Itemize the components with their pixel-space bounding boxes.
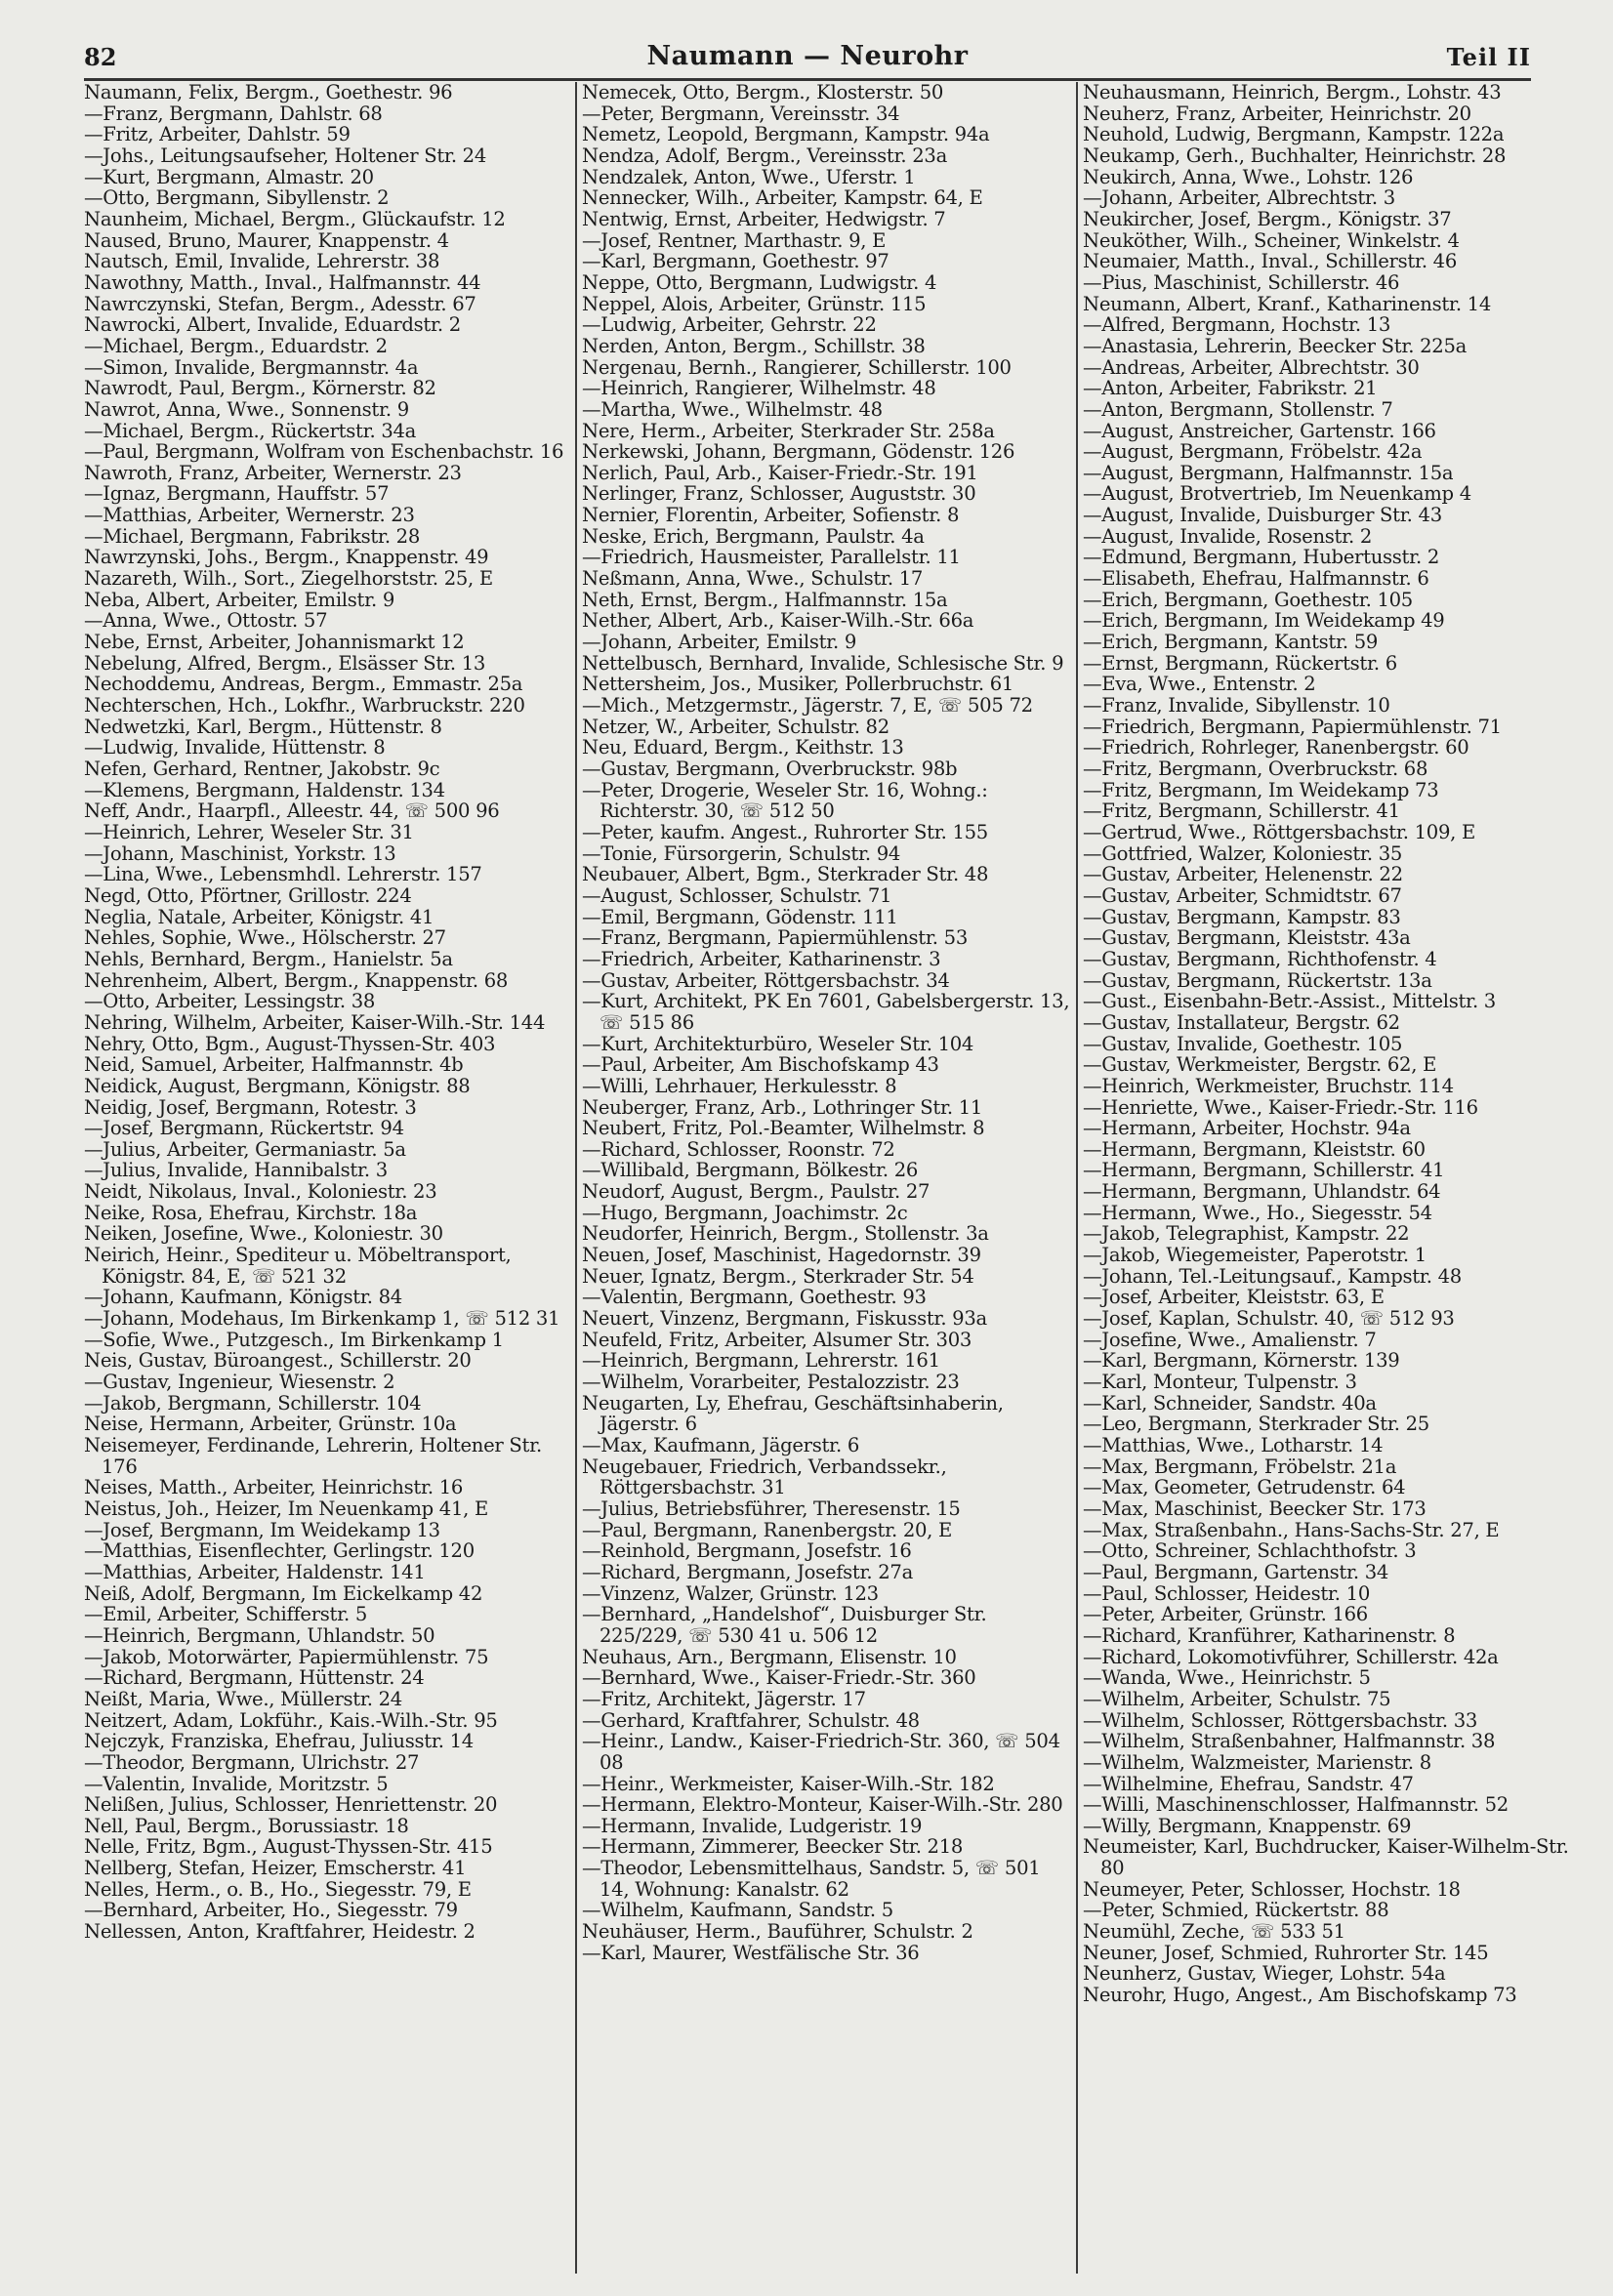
directory-entry: —Johann, Modehaus, Im Birkenkamp 1, ☏ 512 31: [84, 1307, 560, 1331]
directory-entry: —Hermann, Arbeiter, Hochstr. 94a: [1083, 1117, 1411, 1140]
directory-entry: Neike, Rosa, Ehefrau, Kirchstr. 18a: [84, 1201, 418, 1224]
directory-entry: Nerkewski, Johann, Bergmann, Gödenstr. 126: [582, 440, 1015, 464]
directory-entry: —Simon, Invalide, Bergmannstr. 4a: [84, 355, 419, 379]
directory-entry: —Max, Kaufmann, Jägerstr. 6: [582, 1434, 859, 1456]
directory-entry: —Heinrich, Lehrer, Weseler Str. 31: [84, 820, 414, 843]
column-1: [84, 82, 572, 2274]
directory-entry: Nehls, Bernhard, Bergm., Hanielstr. 5a: [84, 947, 453, 970]
directory-entry: —Hermann, Zimmerer, Beecker Str. 218: [582, 1835, 964, 1859]
directory-entry: Neukamp, Gerh., Buchhalter, Heinrichstr. 28: [1083, 144, 1507, 167]
directory-entry: Nefen, Gerhard, Rentner, Jakobstr. 9c: [84, 758, 440, 780]
directory-entry: —Max, Straßenbahn., Hans-Sachs-Str. 27, E: [1083, 1518, 1500, 1541]
directory-entry: —Josef, Rentner, Marthastr. 9, E: [582, 228, 887, 252]
directory-entry: —Heinrich, Werkmeister, Bruchstr. 114: [1083, 1074, 1454, 1097]
directory-entry: —Martha, Wwe., Wilhelmstr. 48: [582, 397, 883, 421]
directory-entry: —Johann, Arbeiter, Emilstr. 9: [582, 631, 857, 654]
directory-entry: Neuer, Ignatz, Bergm., Sterkrader Str. 54: [582, 1264, 974, 1288]
directory-entry: Neidick, August, Bergmann, Königstr. 88: [84, 1074, 471, 1097]
directory-entry: —Eva, Wwe., Entenstr. 2: [1083, 673, 1316, 696]
directory-entry: —Anton, Bergmann, Stollenstr. 7: [1083, 397, 1393, 421]
directory-entry: Neuner, Josef, Schmied, Ruhrorter Str. 145: [1083, 1941, 1489, 1964]
directory-entry: Nendza, Adolf, Bergm., Vereinsstr. 23a: [582, 144, 947, 167]
directory-entry: Neugebauer, Friedrich, Verbandssekr., Röttgersbachstr. 31: [582, 1455, 953, 1499]
directory-entry: Nawrzynski, Johs., Bergm., Knappenstr. 49: [84, 546, 489, 569]
directory-entry: Nawroth, Franz, Arbeiter, Wernerstr. 23: [84, 461, 462, 484]
directory-entry: Nerlich, Paul, Arb., Kaiser-Friedr.-Str. 191: [582, 461, 978, 484]
directory-entry: Nernier, Florentin, Arbeiter, Sofienstr. 8: [582, 504, 960, 527]
directory-entry: —Gust., Eisenbahn-Betr.-Assist., Mittelstr. 3: [1083, 990, 1496, 1013]
directory-entry: —Heinrich, Bergmann, Lehrerstr. 161: [582, 1349, 940, 1373]
directory-entry: —Heinr., Landw., Kaiser-Friedrich-Str. 360, ☏ 504 08: [582, 1730, 1066, 1774]
directory-entry: —August, Bergmann, Fröbelstr. 42a: [1083, 440, 1423, 464]
directory-entry: Neppel, Alois, Arbeiter, Grünstr. 115: [582, 292, 927, 315]
directory-entry: —Paul, Bergmann, Wolfram von Eschenbachstr. 16: [84, 440, 564, 464]
directory-entry: —Fritz, Bergmann, Overbruckstr. 68: [1083, 758, 1428, 780]
directory-entry: —Willibald, Bergmann, Bölkestr. 26: [582, 1159, 919, 1182]
directory-entry: —Hermann, Bergmann, Kleiststr. 60: [1083, 1137, 1426, 1161]
directory-entry: —Gustav, Arbeiter, Röttgersbachstr. 34: [582, 968, 950, 992]
directory-entry: Neuhold, Ludwig, Bergmann, Kampstr. 122a: [1083, 123, 1505, 146]
directory-entry: —Anton, Arbeiter, Fabrikstr. 21: [1083, 377, 1378, 400]
directory-entry: —Jakob, Telegraphist, Kampstr. 22: [1083, 1222, 1410, 1246]
directory-entry: —Ignaz, Bergmann, Hauffstr. 57: [84, 482, 390, 506]
directory-entry: —Bernhard, „Handelshof“, Duisburger Str. 225/229, ☏ 530 41 u. 506 12: [582, 1603, 993, 1647]
directory-entry: —Wilhelm, Walzmeister, Marienstr. 8: [1083, 1750, 1431, 1774]
directory-entry: —Richard, Lokomotivführer, Schillerstr. 42a: [1083, 1645, 1499, 1668]
directory-entry: —Hermann, Invalide, Ludgeristr. 19: [582, 1814, 923, 1837]
directory-entry: Neurohr, Hugo, Angest., Am Bischofskamp 73: [1083, 1984, 1517, 2007]
directory-entry: Nedwetzki, Karl, Bergm., Hüttenstr. 8: [84, 715, 442, 738]
directory-entry: —Richard, Schlosser, Roonstr. 72: [582, 1137, 895, 1161]
directory-entry: —Kurt, Bergmann, Almastr. 20: [84, 165, 374, 188]
directory-entry: —Karl, Monteur, Tulpenstr. 3: [1083, 1371, 1357, 1394]
directory-entry: Neukircher, Josef, Bergm., Königstr. 37: [1083, 207, 1452, 230]
directory-entry: —Gustav, Bergmann, Richthofenstr. 4: [1083, 947, 1437, 970]
directory-entry: —Karl, Bergmann, Körnerstr. 139: [1083, 1349, 1400, 1373]
directory-entry: Neumühl, Zeche, ☏ 533 51: [1083, 1920, 1345, 1944]
directory-entry: Nendzalek, Anton, Wwe., Uferstr. 1: [582, 165, 916, 188]
directory-entry: Neff, Andr., Haarpfl., Alleestr. 44, ☏ 500 96: [84, 800, 500, 823]
directory-entry: —Karl, Schneider, Sandstr. 40a: [1083, 1391, 1377, 1414]
directory-entry: —Peter, kaufm. Angest., Ruhrorter Str. 155: [582, 820, 988, 843]
directory-entry: —Gustav, Arbeiter, Helenenstr. 22: [1083, 863, 1403, 886]
directory-entry: —Gertrud, Wwe., Röttgersbachstr. 109, E: [1083, 820, 1475, 843]
directory-entry: —Wanda, Wwe., Heinrichstr. 5: [1083, 1666, 1371, 1690]
directory-entry: —Wilhelm, Kaufmann, Sandstr. 5: [582, 1899, 893, 1922]
directory-entry: Neise, Hermann, Arbeiter, Grünstr. 10a: [84, 1413, 457, 1436]
directory-entry: Nehring, Wilhelm, Arbeiter, Kaiser-Wilh.-Str. 144: [84, 1010, 546, 1034]
directory-entry: Neunherz, Gustav, Wieger, Lohstr. 54a: [1083, 1962, 1446, 1986]
directory-entry: —Johann, Arbeiter, Albrechtstr. 3: [1083, 186, 1395, 210]
directory-entry: —Franz, Invalide, Sibyllenstr. 10: [1083, 694, 1390, 718]
directory-entry: —August, Brotvertrieb, Im Neuenkamp 4: [1083, 482, 1471, 506]
directory-entry: —Friedrich, Arbeiter, Katharinenstr. 3: [582, 947, 941, 970]
directory-entry: Neba, Albert, Arbeiter, Emilstr. 9: [84, 588, 395, 611]
column-rule: [575, 82, 577, 2274]
directory-entry: Neidt, Nikolaus, Inval., Koloniestr. 23: [84, 1180, 437, 1204]
directory-entry: —Paul, Bergmann, Gartenstr. 34: [1083, 1560, 1389, 1583]
directory-entry: Nennecker, Wilh., Arbeiter, Kampstr. 64, E: [582, 186, 983, 210]
directory-entry: —Franz, Bergmann, Papiermühlenstr. 53: [582, 926, 968, 950]
directory-entry: —Fritz, Architekt, Jägerstr. 17: [582, 1687, 866, 1710]
directory-entry: —Erich, Bergmann, Im Weidekamp 49: [1083, 609, 1445, 633]
directory-entry: —Vinzenz, Walzer, Grünstr. 123: [582, 1581, 879, 1605]
directory-entry: —Tonie, Fürsorgerin, Schulstr. 94: [582, 841, 901, 865]
directory-entry: Neidig, Josef, Bergmann, Rotestr. 3: [84, 1095, 417, 1119]
directory-entry: Naused, Bruno, Maurer, Knappenstr. 4: [84, 228, 449, 252]
directory-entry: —Hermann, Bergmann, Schillerstr. 41: [1083, 1159, 1445, 1182]
directory-entry: —Otto, Bergmann, Sibyllenstr. 2: [84, 186, 390, 210]
directory-entry: —Matthias, Wwe., Lotharstr. 14: [1083, 1434, 1384, 1456]
directory-entry: —Gustav, Bergmann, Rückertstr. 13a: [1083, 968, 1432, 992]
directory-entry: —Matthias, Arbeiter, Wernerstr. 23: [84, 504, 415, 527]
directory-entry: Neistus, Joh., Heizer, Im Neuenkamp 41, E: [84, 1496, 488, 1520]
directory-entry: —Wilhelm, Schlosser, Röttgersbachstr. 33: [1083, 1708, 1478, 1732]
directory-entry: —Paul, Bergmann, Ranenbergstr. 20, E: [582, 1518, 953, 1541]
directory-entry: —Karl, Bergmann, Goethestr. 97: [582, 250, 889, 273]
directory-entry: —Ludwig, Arbeiter, Gehrstr. 22: [582, 313, 877, 337]
directory-entry: —Otto, Schreiner, Schlachthofstr. 3: [1083, 1539, 1417, 1563]
directory-entry: —Ludwig, Invalide, Hüttenstr. 8: [84, 736, 386, 759]
directory-entry: —Hermann, Wwe., Ho., Siegesstr. 54: [1083, 1201, 1432, 1224]
column-rule: [1076, 82, 1078, 2274]
directory-entry: —Fritz, Arbeiter, Dahlstr. 59: [84, 123, 351, 146]
directory-entry: —Henriette, Wwe., Kaiser-Friedr.-Str. 116: [1083, 1095, 1478, 1119]
directory-entry: Neudorf, August, Bergm., Paulstr. 27: [582, 1180, 931, 1204]
directory-entry: Nerlinger, Franz, Schlosser, Auguststr. 30: [582, 482, 976, 506]
directory-entry: Nehles, Sophie, Wwe., Hölscherstr. 27: [84, 926, 446, 950]
directory-entry: —Mich., Metzgermstr., Jägerstr. 7, E, ☏ 505 72: [582, 694, 1033, 718]
directory-entry: Neufeld, Fritz, Arbeiter, Alsumer Str. 303: [582, 1328, 972, 1351]
directory-entry: —Julius, Invalide, Hannibalstr. 3: [84, 1159, 388, 1182]
directory-entry: Nettelbusch, Bernhard, Invalide, Schlesische Str. 9: [582, 651, 1064, 675]
directory-entry: —Emil, Arbeiter, Schifferstr. 5: [84, 1603, 368, 1626]
directory-entry: —Erich, Bergmann, Kantstr. 59: [1083, 631, 1379, 654]
directory-entry: —Johann, Tel.-Leitungsauf., Kampstr. 48: [1083, 1264, 1462, 1288]
directory-entry: Neirich, Heinr., Spediteur u. Möbeltransport, Königstr. 84, E, ☏ 521 32: [84, 1244, 517, 1288]
directory-entry: Neuhäuser, Herm., Bauführer, Schulstr. 2: [582, 1920, 973, 1944]
directory-entry: Neuhaus, Arn., Bergmann, Elisenstr. 10: [582, 1645, 957, 1668]
directory-entry: —Jakob, Motorwärter, Papiermühlenstr. 75: [84, 1645, 489, 1668]
directory-columns: [84, 81, 1575, 2274]
directory-entry: —Kurt, Architekt, PK En 7601, Gabelsbergerstr. 13, ☏ 515 86: [582, 990, 1076, 1034]
directory-entry: —Kurt, Architekturbüro, Weseler Str. 104: [582, 1032, 974, 1055]
directory-entry: —Josef, Bergmann, Im Weidekamp 13: [84, 1518, 440, 1541]
directory-entry: Neumeister, Karl, Buchdrucker, Kaiser-Wilhelm-Str. 80: [1083, 1835, 1575, 1880]
directory-entry: Nelles, Herm., o. B., Ho., Siegesstr. 79, E: [84, 1877, 472, 1901]
directory-entry: —Ernst, Bergmann, Rückertstr. 6: [1083, 651, 1397, 675]
directory-entry: Nawrczynski, Stefan, Bergm., Adesstr. 67: [84, 292, 476, 315]
directory-entry: —Julius, Arbeiter, Germaniastr. 5a: [84, 1137, 406, 1161]
directory-entry: —Johann, Kaufmann, Königstr. 84: [84, 1286, 402, 1309]
directory-entry: Neis, Gustav, Büroangest., Schillerstr. 20: [84, 1349, 472, 1373]
directory-entry: Nechoddemu, Andreas, Bergm., Emmastr. 25a: [84, 673, 523, 696]
directory-entry: Nerden, Anton, Bergm., Schillstr. 38: [582, 334, 926, 357]
directory-entry: —Johs., Leitungsaufseher, Holtener Str. 24: [84, 144, 487, 167]
directory-entry: —Gustav, Bergmann, Overbruckstr. 98b: [582, 758, 958, 780]
directory-entry: —Michael, Bergm., Rückertstr. 34a: [84, 419, 417, 442]
directory-entry: Neppe, Otto, Bergmann, Ludwigstr. 4: [582, 270, 937, 294]
directory-entry: Nemetz, Leopold, Bergmann, Kampstr. 94a: [582, 123, 990, 146]
directory-entry: —Emil, Bergmann, Gödenstr. 111: [582, 905, 898, 928]
directory-entry: Neuhausmann, Heinrich, Bergm., Lohstr. 43: [1083, 81, 1502, 103]
directory-entry: Neubauer, Albert, Bgm., Sterkrader Str. 48: [582, 863, 989, 886]
directory-entry: Neisemeyer, Ferdinande, Lehrerin, Holtener Str. 176: [84, 1434, 548, 1478]
directory-entry: —Karl, Maurer, Westfälische Str. 36: [582, 1941, 920, 1964]
directory-entry: —Matthias, Arbeiter, Haldenstr. 141: [84, 1560, 426, 1583]
running-title: Naumann — Neurohr: [646, 41, 969, 71]
directory-entry: —August, Schlosser, Schulstr. 71: [582, 883, 892, 907]
directory-entry: Nentwig, Ernst, Arbeiter, Hedwigstr. 7: [582, 207, 946, 230]
directory-entry: Nehry, Otto, Bgm., August-Thyssen-Str. 403: [84, 1032, 496, 1055]
directory-entry: Nelißen, Julius, Schlosser, Henriettenstr. 20: [84, 1793, 498, 1817]
directory-entry: —Sofie, Wwe., Putzgesch., Im Birkenkamp 1: [84, 1328, 504, 1351]
directory-entry: —Richard, Kranführer, Katharinenstr. 8: [1083, 1623, 1456, 1647]
directory-entry: Nebe, Ernst, Arbeiter, Johannismarkt 12: [84, 631, 465, 654]
directory-entry: —Max, Bergmann, Fröbelstr. 21a: [1083, 1455, 1397, 1478]
directory-entry: —Willi, Maschinenschlosser, Halfmannstr. 52: [1083, 1793, 1509, 1817]
directory-entry: —Theodor, Bergmann, Ulrichstr. 27: [84, 1750, 420, 1774]
directory-entry: —Lina, Wwe., Lebensmhdl. Lehrerstr. 157: [84, 863, 482, 886]
directory-entry: Neuköther, Wilh., Scheiner, Winkelstr. 4: [1083, 228, 1460, 252]
directory-entry: —Franz, Bergmann, Dahlstr. 68: [84, 102, 383, 125]
directory-entry: —Edmund, Bergmann, Hubertusstr. 2: [1083, 546, 1440, 569]
directory-entry: Nergenau, Bernh., Rangierer, Schillerstr. 100: [582, 355, 1012, 379]
directory-entry: Neumann, Albert, Kranf., Katharinenstr. 14: [1083, 292, 1492, 315]
directory-entry: —Gustav, Installateur, Bergstr. 62: [1083, 1010, 1400, 1034]
directory-entry: Nelle, Fritz, Bgm., August-Thyssen-Str. 415: [84, 1835, 493, 1859]
directory-entry: —Josef, Kaplan, Schulstr. 40, ☏ 512 93: [1083, 1307, 1455, 1331]
directory-entry: Nawrocki, Albert, Invalide, Eduardstr. 2: [84, 313, 461, 337]
directory-entry: —Gustav, Werkmeister, Bergstr. 62, E: [1083, 1053, 1437, 1077]
directory-entry: —Klemens, Bergmann, Haldenstr. 134: [84, 778, 445, 801]
directory-entry: Nawrot, Anna, Wwe., Sonnenstr. 9: [84, 397, 409, 421]
directory-entry: —Michael, Bergmann, Fabrikstr. 28: [84, 524, 421, 548]
directory-entry: —Jakob, Bergmann, Schillerstr. 104: [84, 1391, 422, 1414]
directory-entry: Naunheim, Michael, Bergm., Glückaufstr. 12: [84, 207, 506, 230]
directory-entry: —Willy, Bergmann, Knappenstr. 69: [1083, 1814, 1412, 1837]
directory-entry: Nawothny, Matth., Inval., Halfmannstr. 44: [84, 270, 481, 294]
directory-entry: —Paul, Arbeiter, Am Bischofskamp 43: [582, 1053, 939, 1077]
directory-entry: Negd, Otto, Pförtner, Grillostr. 224: [84, 883, 412, 907]
directory-entry: Nautsch, Emil, Invalide, Lehrerstr. 38: [84, 250, 440, 273]
directory-entry: —Reinhold, Bergmann, Josefstr. 16: [582, 1539, 912, 1563]
directory-entry: —Hugo, Bergmann, Joachimstr. 2c: [582, 1201, 908, 1224]
column-3: [1083, 81, 1575, 2274]
directory-entry: Neukirch, Anna, Wwe., Lohstr. 126: [1083, 165, 1414, 188]
directory-entry: Neiken, Josefine, Wwe., Koloniestr. 30: [84, 1222, 443, 1246]
directory-entry: —Gustav, Bergmann, Kampstr. 83: [1083, 905, 1401, 928]
directory-entry: Neth, Ernst, Bergm., Halfmannstr. 15a: [582, 588, 948, 611]
directory-entry: —Matthias, Eisenflechter, Gerlingstr. 120: [84, 1539, 475, 1563]
directory-entry: Nechterschen, Hch., Lokfhr., Warbruckstr. 220: [84, 694, 525, 718]
directory-entry: —Alfred, Bergmann, Hochstr. 13: [1083, 313, 1391, 337]
directory-entry: —Andreas, Arbeiter, Albrechtstr. 30: [1083, 355, 1420, 379]
directory-entry: —Leo, Bergmann, Sterkrader Str. 25: [1083, 1413, 1429, 1436]
directory-entry: Neid, Samuel, Arbeiter, Halfmannstr. 4b: [84, 1053, 464, 1077]
directory-entry: —Michael, Bergm., Eduardstr. 2: [84, 334, 388, 357]
directory-entry: —Gustav, Arbeiter, Schmidtstr. 67: [1083, 883, 1402, 907]
directory-entry: —Richard, Bergmann, Hüttenstr. 24: [84, 1666, 425, 1690]
directory-entry: —Peter, Arbeiter, Grünstr. 166: [1083, 1603, 1368, 1626]
directory-entry: —Josef, Bergmann, Rückertstr. 94: [84, 1117, 404, 1140]
directory-entry: —Josef, Arbeiter, Kleiststr. 63, E: [1083, 1286, 1385, 1309]
directory-entry: —Max, Geometer, Getrudenstr. 64: [1083, 1476, 1406, 1499]
directory-entry: —Paul, Schlosser, Heidestr. 10: [1083, 1581, 1370, 1605]
directory-entry: Nere, Herm., Arbeiter, Sterkrader Str. 258a: [582, 419, 995, 442]
directory-entry: Neuherz, Franz, Arbeiter, Heinrichstr. 20: [1083, 102, 1471, 125]
directory-entry: —Gerhard, Kraftfahrer, Schulstr. 48: [582, 1708, 920, 1732]
directory-entry: —Josefine, Wwe., Amalienstr. 7: [1083, 1328, 1377, 1351]
directory-entry: Neudorfer, Heinrich, Bergm., Stollenstr. 3a: [582, 1222, 989, 1246]
directory-entry: —Heinr., Werkmeister, Kaiser-Wilh.-Str. 182: [582, 1772, 995, 1795]
directory-entry: —Gustav, Ingenieur, Wiesenstr. 2: [84, 1371, 395, 1394]
directory-entry: —Peter, Bergmann, Vereinsstr. 34: [582, 102, 900, 125]
directory-entry: Neuen, Josef, Maschinist, Hagedornstr. 39: [582, 1244, 981, 1267]
directory-entry: —Erich, Bergmann, Goethestr. 105: [1083, 588, 1413, 611]
part-label: Teil II: [1446, 43, 1531, 71]
directory-entry: —Otto, Arbeiter, Lessingstr. 38: [84, 990, 376, 1013]
page-number: 82: [84, 43, 117, 71]
directory-entry: —Bernhard, Wwe., Kaiser-Friedr.-Str. 360: [582, 1666, 976, 1690]
directory-entry: —Julius, Betriebsführer, Theresenstr. 15: [582, 1496, 961, 1520]
directory-entry: —Richard, Bergmann, Josefstr. 27a: [582, 1560, 913, 1583]
directory-entry: Neßmann, Anna, Wwe., Schulstr. 17: [582, 567, 924, 591]
directory-entry: Nazareth, Wilh., Sort., Ziegelhorststr. 25, E: [84, 567, 493, 591]
directory-entry: —Wilhelmine, Ehefrau, Sandstr. 47: [1083, 1772, 1414, 1795]
directory-entry: —Gustav, Bergmann, Kleiststr. 43a: [1083, 926, 1411, 950]
directory-entry: —Wilhelm, Vorarbeiter, Pestalozzistr. 23: [582, 1371, 960, 1394]
directory-entry: Neumaier, Matth., Inval., Schillerstr. 46: [1083, 250, 1458, 273]
directory-entry: Netzer, W., Arbeiter, Schulstr. 82: [582, 715, 889, 738]
directory-entry: Neuert, Vinzenz, Bergmann, Fiskusstr. 93a: [582, 1307, 987, 1331]
directory-entry: Nejczyk, Franziska, Ehefrau, Juliusstr. 14: [84, 1730, 474, 1753]
directory-entry: Nettersheim, Jos., Musiker, Pollerbruchstr. 61: [582, 673, 1014, 696]
directory-entry: —Fritz, Bergmann, Schillerstr. 41: [1083, 800, 1400, 823]
directory-entry: —Fritz, Bergmann, Im Weidekamp 73: [1083, 778, 1439, 801]
directory-entry: —Valentin, Invalide, Moritzstr. 5: [84, 1772, 389, 1795]
directory-entry: Neu, Eduard, Bergm., Keithstr. 13: [582, 736, 904, 759]
directory-entry: —Johann, Maschinist, Yorkstr. 13: [84, 841, 396, 865]
directory-entry: —Friedrich, Hausmeister, Parallelstr. 11: [582, 546, 961, 569]
directory-entry: Neuberger, Franz, Arb., Lothringer Str. 11: [582, 1095, 983, 1119]
directory-entry: —Gottfried, Walzer, Koloniestr. 35: [1083, 841, 1403, 865]
directory-entry: Nebelung, Alfred, Bergm., Elsässer Str. 13: [84, 651, 486, 675]
directory-entry: —Willi, Lehrhauer, Herkulesstr. 8: [582, 1074, 897, 1097]
directory-entry: Nehrenheim, Albert, Bergm., Knappenstr. 68: [84, 968, 509, 992]
directory-entry: —Friedrich, Bergmann, Papiermühlenstr. 71: [1083, 715, 1502, 738]
directory-entry: Neubert, Fritz, Pol.-Beamter, Wilhelmstr. 8: [582, 1117, 985, 1140]
directory-entry: —Peter, Drogerie, Weseler Str. 16, Wohng.: Richterstr. 30, ☏ 512 50: [582, 778, 994, 823]
directory-entry: —Wilhelm, Arbeiter, Schulstr. 75: [1083, 1687, 1391, 1710]
directory-entry: —Wilhelm, Straßenbahner, Halfmannstr. 38: [1083, 1730, 1496, 1753]
directory-entry: —Anna, Wwe., Ottostr. 57: [84, 609, 328, 633]
directory-entry: Nether, Albert, Arb., Kaiser-Wilh.-Str. 66a: [582, 609, 974, 633]
directory-entry: —Theodor, Lebensmittelhaus, Sandstr. 5, ☏ 501 14, Wohnung: Kanalstr. 62: [582, 1857, 1047, 1901]
directory-entry: —Peter, Schmied, Rückertstr. 88: [1083, 1899, 1389, 1922]
column-2: [582, 81, 1076, 2274]
directory-entry: Neglia, Natale, Arbeiter, Königstr. 41: [84, 905, 434, 928]
directory-entry: —Anastasia, Lehrerin, Beecker Str. 225a: [1083, 334, 1467, 357]
directory-entry: —Friedrich, Rohrleger, Ranenbergstr. 60: [1083, 736, 1469, 759]
directory-entry: Neises, Matth., Arbeiter, Heinrichstr. 16: [84, 1476, 464, 1499]
directory-entry: —Jakob, Wiegemeister, Paperotstr. 1: [1083, 1244, 1427, 1267]
directory-entry: Naumann, Felix, Bergm., Goethestr. 96: [84, 81, 453, 103]
directory-entry: —Pius, Maschinist, Schillerstr. 46: [1083, 270, 1400, 294]
directory-entry: —August, Invalide, Duisburger Str. 43: [1083, 504, 1442, 527]
directory-entry: Nellessen, Anton, Kraftfahrer, Heidestr. 2: [84, 1920, 476, 1944]
directory-entry: —Hermann, Bergmann, Uhlandstr. 64: [1083, 1180, 1441, 1204]
directory-entry: Neißt, Maria, Wwe., Müllerstr. 24: [84, 1687, 402, 1710]
directory-entry: Neiß, Adolf, Bergmann, Im Eickelkamp 42: [84, 1581, 483, 1605]
directory-entry: —August, Anstreicher, Gartenstr. 166: [1083, 419, 1436, 442]
directory-entry: Nemecek, Otto, Bergm., Klosterstr. 50: [582, 81, 944, 103]
directory-entry: —Gustav, Invalide, Goethestr. 105: [1083, 1032, 1403, 1055]
directory-entry: —Hermann, Elektro-Monteur, Kaiser-Wilh.-Str. 280: [582, 1793, 1063, 1817]
directory-entry: —Elisabeth, Ehefrau, Halfmannstr. 6: [1083, 567, 1429, 591]
directory-entry: Neitzert, Adam, Lokführ., Kais.-Wilh.-Str. 95: [84, 1708, 498, 1732]
directory-entry: Nellberg, Stefan, Heizer, Emscherstr. 41: [84, 1857, 467, 1880]
directory-entry: Nawrodt, Paul, Bergm., Körnerstr. 82: [84, 377, 436, 400]
directory-entry: Neugarten, Ly, Ehefrau, Geschäftsinhaberin, Jägerstr. 6: [582, 1391, 1010, 1436]
directory-entry: Neske, Erich, Bergmann, Paulstr. 4a: [582, 524, 925, 548]
directory-entry: —Valentin, Bergmann, Goethestr. 93: [582, 1286, 927, 1309]
directory-entry: —Max, Maschinist, Beecker Str. 173: [1083, 1496, 1427, 1520]
directory-entry: —Bernhard, Arbeiter, Ho., Siegesstr. 79: [84, 1899, 458, 1922]
directory-entry: —Heinrich, Rangierer, Wilhelmstr. 48: [582, 377, 936, 400]
directory-entry: Nell, Paul, Bergm., Borussiastr. 18: [84, 1814, 409, 1837]
directory-entry: —August, Invalide, Rosenstr. 2: [1083, 524, 1373, 548]
directory-entry: —Heinrich, Bergmann, Uhlandstr. 50: [84, 1623, 435, 1647]
page-header: [84, 39, 1531, 81]
directory-entry: —August, Bergmann, Halfmannstr. 15a: [1083, 461, 1454, 484]
directory-entry: Neumeyer, Peter, Schlosser, Hochstr. 18: [1083, 1877, 1461, 1901]
